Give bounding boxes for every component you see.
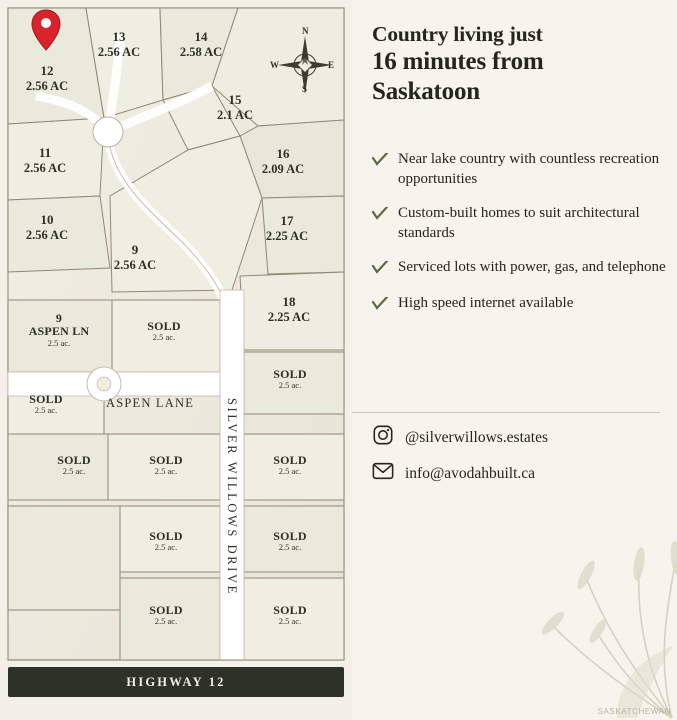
sold-lot-3[interactable] (10, 393, 82, 416)
compass-label-w: W (270, 60, 279, 70)
sold-lot-4[interactable] (38, 454, 110, 477)
feature-text: Serviced lots with power, gas, and telephone (398, 259, 666, 275)
street-label-silver-willows-drive: SILVER WILLOWS DRIVE (225, 398, 239, 596)
lot-acreage: 2.5 ac. (47, 337, 71, 348)
lot-label-18[interactable] (254, 295, 324, 324)
page-title (372, 22, 664, 106)
lot-acreage: 2.1 AC (216, 107, 254, 122)
feature-list (372, 150, 670, 330)
lot-label-14[interactable] (168, 30, 234, 59)
check-icon (372, 294, 388, 315)
lot-number: 14 (194, 29, 208, 44)
contact-instagram[interactable] (372, 424, 548, 451)
map-pin-marker[interactable] (31, 8, 61, 52)
lot-label-17[interactable] (252, 214, 322, 243)
feature-item (372, 150, 670, 189)
lot-street-label: ASPEN LN (28, 324, 90, 339)
compass-label-e: E (328, 60, 335, 70)
lot-acreage: 2.56 AC (25, 78, 69, 93)
headline-line-3: Saskatoon (372, 77, 480, 105)
lot-label-13[interactable] (86, 30, 152, 59)
sold-label: SOLD (29, 392, 63, 406)
feature-item (372, 294, 670, 315)
sold-label: SOLD (273, 453, 307, 467)
feature-item (372, 258, 670, 279)
feature-text: High speed internet available (398, 295, 574, 311)
feature-text: Near lake country with countless recreation opportunities (398, 151, 660, 187)
lot-acreage: 2.5 ac. (62, 466, 86, 477)
watermark-text: SASKATCHEWAN (597, 707, 671, 716)
lot-acreage: 2.5 ac. (152, 332, 176, 343)
lot-acreage: 2.5 ac. (154, 616, 178, 627)
envelope-icon (372, 462, 394, 485)
lot-number: 9 (131, 242, 139, 257)
lot-acreage: 2.25 AC (267, 309, 311, 324)
sold-lot-8[interactable] (254, 530, 326, 553)
check-icon (372, 150, 388, 189)
sold-label: SOLD (273, 603, 307, 617)
lot-acreage: 2.5 ac. (278, 616, 302, 627)
sold-lot-9[interactable] (130, 604, 202, 627)
email-address: info@avodahbuilt.ca (405, 464, 536, 482)
section-divider (352, 412, 660, 413)
lot-acreage: 2.5 ac. (154, 466, 178, 477)
lot-acreage: 2.5 ac. (34, 405, 58, 416)
lot-acreage: 2.5 ac. (154, 542, 178, 553)
sold-label: SOLD (57, 453, 91, 467)
lot-acreage: 2.56 AC (97, 44, 141, 59)
instagram-icon (372, 424, 394, 451)
lot-label-12[interactable] (14, 64, 80, 93)
lot-acreage: 2.09 AC (261, 161, 305, 176)
lot-number: 10 (40, 212, 54, 227)
lot-label-10[interactable] (14, 213, 80, 242)
sold-label: SOLD (273, 529, 307, 543)
lot-acreage: 2.56 AC (113, 257, 157, 272)
lot-number: 12 (40, 63, 54, 78)
lot-number: 15 (228, 92, 242, 107)
lot-acreage: 2.56 AC (25, 227, 69, 242)
lot-number: 18 (282, 294, 296, 309)
lot-label-11[interactable] (12, 146, 78, 175)
lot-acreage: 2.58 AC (179, 44, 223, 59)
headline-line-2: 16 minutes from (372, 48, 544, 76)
sold-lot-10[interactable] (254, 604, 326, 627)
check-icon (372, 258, 388, 279)
sold-label: SOLD (147, 319, 181, 333)
lot-number: 11 (38, 145, 52, 160)
sold-label: SOLD (149, 529, 183, 543)
sold-lot-5[interactable] (130, 454, 202, 477)
sold-label: SOLD (149, 603, 183, 617)
lot-number: 9 (55, 311, 63, 325)
compass-rose (270, 26, 336, 94)
lot-label-9-aspen-ln[interactable] (18, 312, 100, 348)
sold-lot-6[interactable] (254, 454, 326, 477)
lot-label-15[interactable] (204, 93, 266, 122)
sold-lot-7[interactable] (130, 530, 202, 553)
lot-number: 17 (280, 213, 294, 228)
highway-band (8, 667, 344, 697)
highway-label: HIGHWAY 12 (126, 674, 226, 689)
compass-label-n: N (302, 26, 309, 36)
grass-decoration (467, 460, 677, 720)
sold-lot-1[interactable] (128, 320, 200, 343)
sold-label: SOLD (273, 367, 307, 381)
lot-acreage: 2.5 ac. (278, 466, 302, 477)
instagram-handle: @silverwillows.estates (405, 428, 548, 446)
lot-number: 16 (276, 146, 290, 161)
feature-item (372, 204, 670, 243)
feature-text: Custom-built homes to suit architectural standards (398, 205, 640, 241)
lot-label-16[interactable] (248, 147, 318, 176)
lot-acreage: 2.56 AC (23, 160, 67, 175)
lot-acreage: 2.25 AC (265, 228, 309, 243)
headline-line-1: Country living just (372, 22, 543, 46)
lot-number: 13 (112, 29, 126, 44)
compass-label-s: S (302, 84, 308, 94)
sold-lot-2[interactable] (254, 368, 326, 391)
lot-label-9[interactable] (98, 243, 172, 272)
info-panel (352, 0, 677, 720)
lot-acreage: 2.5 ac. (278, 542, 302, 553)
street-label-aspen-lane: ASPEN LANE (106, 396, 195, 410)
sold-label: SOLD (149, 453, 183, 467)
lot-acreage: 2.5 ac. (278, 380, 302, 391)
check-icon (372, 204, 388, 243)
